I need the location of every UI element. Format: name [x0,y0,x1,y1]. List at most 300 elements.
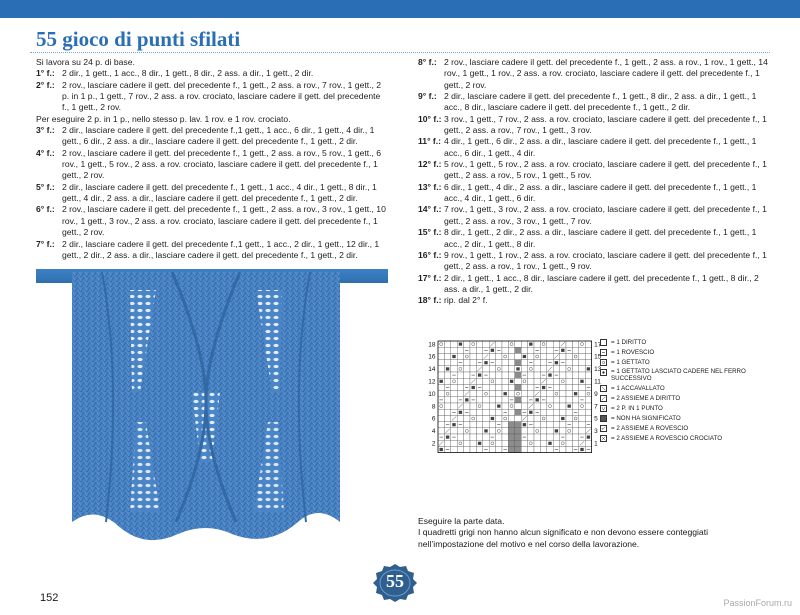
chart-symbol [587,436,590,439]
row-text: 2 rov., lasciare cadere il gett. del precedente f., 1 gett., 2 ass. a rov., 7 rov., 1 gett., 2 p. in 1 p., 1 gett., 7 rov., 2 ass. a rov. crociato, lasciare cadere il gett. del precedente f., 1 gett., 2 rov. [62,79,382,113]
watermark: PassionForum.ru [723,598,792,608]
chart-cell [489,403,495,409]
row-text: 2 dir., lasciare cadere il gett. del precedente f.,1 gett., 1 acc., 2 dir., 1 gett., 12 dir., 1 gett., 2 dir., 2 ass. a dir., lasciare cadere il gett. del precedente f., 1 gett., 2 dir. [62,238,380,260]
chart-cell [483,397,489,403]
instructions-right-column [418,57,770,307]
chart-cell [521,341,527,347]
chart-cell [534,341,540,347]
chart-cell [438,384,444,390]
chart-cell [521,360,527,366]
chart-cell [496,428,502,434]
chart-cell [470,391,476,397]
chart-cell [476,341,482,347]
chart-cell [534,378,540,384]
chart-cell [483,378,489,384]
chart-cell [496,409,502,415]
chart-symbol [523,423,526,426]
row-label: 1° f.: [36,68,55,79]
instruction-row [418,204,770,227]
chart-cell [496,415,502,421]
chart-legend [600,338,780,444]
chart-cell [464,353,470,359]
chart-cell [553,378,559,384]
chart-cell [579,415,585,421]
row-text: 2 dir., 1 gett., 1 acc., 8 dir., lasciare cadere il gett. del precedente f., 1 gett., 8 dir., 2 ass. a dir., 1 gett., 2 dir. [444,272,759,294]
chart-symbol [452,423,455,426]
chart-cell [451,397,457,403]
chart-cell [566,360,572,366]
row-label: 6° f.: [36,204,55,215]
top-color-bar [0,0,800,18]
legend-label: = 1 DIRITTO [611,339,647,346]
chart-cell [566,378,572,384]
row-text: 7 rov., 1 gett., 3 rov., 2 ass. a rov. crociato, lasciare cadere il gett. del precedente f., 1 gett., 2 ass. a rov., 3 rov., 1 gett., 7 rov. [444,204,767,226]
chart-cell [470,415,476,421]
row-text: 4 dir., 1 gett., 6 dir., 2 ass. a dir., lasciare cadere il gett. del precedente f., 1 gett., 1 acc., 6 dir., 1 gett., 4 dir. [444,136,757,158]
chart-cell [528,440,534,446]
chart-row-label-right: 15 [594,353,602,361]
chart-cell [572,434,578,440]
chart-cell [470,341,476,347]
chart-cell [534,403,540,409]
row-text: rip. dal 2° f. [444,295,488,306]
chart-cell [483,341,489,347]
legend-item [600,404,780,414]
chart-cell [528,378,534,384]
instruction-row [418,57,770,91]
chart-cell [483,415,489,421]
chart-cell [528,446,534,452]
chart-cell [579,403,585,409]
row-label: 11° f.: [418,136,442,147]
chart-cell [476,446,482,452]
chart-cell [470,446,476,452]
chart-row-label-right: 9 [594,390,598,398]
chart-cell [438,428,444,434]
legend-label: = 2 ASSIEME A ROVESCIO [611,425,689,432]
chart-symbol [491,417,494,420]
chart-symbol [440,380,443,383]
left-slash-square-icon [600,385,607,392]
chart-cell [502,440,508,446]
row-text: 2 rov., lasciare cadere il gett. del precedente f., 1 gett., 2 ass. a rov., 1 rov., 1 gett., 14 rov., 1 gett., 1 rov., 2 ass. a rov. crociato, lasciare cadere il gett. del precedente f., 1 gett., 2 rov. [444,57,768,90]
chart-cell [560,372,566,378]
chart-cell [502,372,508,378]
chart-cell [547,391,553,397]
legend-label: = 1 ACCAVALLATO [611,385,665,392]
chart-cell [521,428,527,434]
chart-cell [508,353,514,359]
chart-cell [508,360,514,366]
chart-row-label-left: 10 [428,390,436,398]
chart-cell [528,384,534,390]
chart-cell [521,366,527,372]
chart-cell [534,428,540,434]
chart-cell [560,422,566,428]
instruction-row [418,250,770,273]
instruction-row [418,227,770,250]
row-label: 14° f.: [418,204,442,215]
chart-symbol [536,398,539,401]
slash-dash-square-icon [600,425,607,432]
chart-cell [464,415,470,421]
chart-cell [547,415,553,421]
chart-cell [585,341,591,347]
chart-cell [553,384,559,390]
chart-cell [489,440,495,446]
chart-cell [534,434,540,440]
chart-row-label-left: 18 [428,341,436,349]
chart-cell [451,440,457,446]
chart-cell [547,353,553,359]
chart-cell [566,415,572,421]
chart-cell [476,391,482,397]
legend-item [600,394,780,404]
legend-label: = 2 P. IN 1 PUNTO [611,405,663,412]
note-execute: Eseguire la parte data. [418,516,505,526]
chart-cell [457,415,463,421]
chart-cell [457,384,463,390]
chart-cell [470,366,476,372]
chart-cell [540,360,546,366]
chart-cell [489,378,495,384]
chart-cell [547,422,553,428]
chart-cell [476,397,482,403]
chart-cell [515,428,521,434]
chart-cell [451,366,457,372]
chart-cell [515,403,521,409]
chart-cell [560,440,566,446]
chart-cell [470,434,476,440]
chart-cell [464,446,470,452]
instruction-row [418,136,770,159]
legend-label: = NON HA SIGNIFICATO [611,415,681,422]
chart-cell [470,428,476,434]
chart-cell [528,353,534,359]
chart-cell [496,397,502,403]
row-text: 2 rov., lasciare cadere il gett. del precedente f., 1 gett., 2 ass. a rov., 5 rov., 1 gett., 6 rov., 1 gett., 5 rov., 2 ass. a rov. crociato, lasciare cadere il gett. del precedente f., 1 gett., 2 rov. [62,147,382,181]
chart-cell [528,434,534,440]
chart-symbol [548,442,551,445]
chart-cell [489,428,495,434]
chart-cell [483,422,489,428]
chart-cell [464,403,470,409]
row-text: 2 dir., 1 gett., 1 acc., 8 dir., 1 gett., 8 dir., 2 ass. a dir., 1 gett., 2 dir. [62,68,314,79]
chart-cell [476,347,482,353]
chart-cell [451,391,457,397]
chart-row-label-left: 4 [431,428,436,436]
chart-symbol [446,436,449,439]
chart-cell [476,403,482,409]
chart-symbol [574,392,577,395]
row-label: 13° f.: [418,181,442,192]
chart-cell [496,391,502,397]
chart-cell [502,347,508,353]
chart-row-label-left: 14 [428,366,436,374]
chart-cell [572,428,578,434]
chart-cell [444,440,450,446]
chart-cell [451,347,457,353]
chart-cell [470,353,476,359]
row-label: 8° f.: [418,57,437,67]
page-number: 152 [40,592,59,604]
chart-cell [438,422,444,428]
chart-cell [496,434,502,440]
chart-cell [515,409,521,415]
chart-cell [515,372,521,378]
instruction-row [418,159,770,182]
chart-cell [508,446,514,452]
chart-cell [540,341,546,347]
chart-cell [585,409,591,415]
chart-cell [444,341,450,347]
row-label: 2° f.: [36,79,55,90]
chart-cell [470,347,476,353]
chart-row-label-right: 13 [594,366,602,374]
grey-square-icon [600,415,607,422]
chart-cell [515,397,521,403]
chart-cell [457,347,463,353]
row-text: 2 dir., lasciare cadere il gett. del precedente f., 1 gett., 1 acc., 4 dir., 1 gett., 8 dir., 1 gett., 4 dir., 2 ass. a dir., lasciare cadere il gett. del precedente f., 1 gett., 2 dir. [62,181,377,204]
chart-cell [572,422,578,428]
chart-cell [540,353,546,359]
chart-cell [444,397,450,403]
row-text: 3 rov., 1 gett., 7 rov., 2 ass. a rov. crociato, lasciare cadere il gett. del precedente f., 1 gett., 2 ass. a rov., 7 rov., 1 gett., 3 rov. [444,113,767,136]
chart-cell [457,440,463,446]
knitting-chart [420,338,606,456]
chart-cell [476,378,482,384]
chart-cell [515,341,521,347]
chart-cell [470,440,476,446]
chart-cell [483,403,489,409]
chart-symbol [529,343,532,346]
chart-cell [547,434,553,440]
chart-cell [508,409,514,415]
row-label: 9° f.: [418,91,437,102]
chart-cell [502,360,508,366]
chart-row-label-left: 8 [431,403,436,411]
chart-cell [444,391,450,397]
chart-cell [534,353,540,359]
instruction-row [418,91,770,114]
chart-cell [502,353,508,359]
chart-cell [547,341,553,347]
chart-cell [553,415,559,421]
note-grey-squares: I quadretti grigi non hanno alcun significato e non devono essere conteggiati nell’impostazione del motivo e nel corso della lavorazione. [418,527,709,549]
chart-cell [534,372,540,378]
chart-cell [502,415,508,421]
chart-cell [476,422,482,428]
chart-cell [521,446,527,452]
chart-symbol [587,367,590,370]
chart-cell [508,391,514,397]
dropped-yarn-square-icon [600,369,607,376]
chart-cell [528,415,534,421]
chart-cell [528,347,534,353]
chart-cell [579,353,585,359]
chart-cell [444,378,450,384]
chart-symbol [542,386,545,389]
chart-symbol [465,398,468,401]
chart-cell [566,353,572,359]
blank-square-icon [600,339,607,346]
legend-item [600,434,780,444]
chart-cell [476,353,482,359]
chart-cell [470,360,476,366]
chart-cell [566,409,572,415]
chart-symbol [440,448,443,451]
chart-cell [515,391,521,397]
chart-cell [464,360,470,366]
chart-cell [508,403,514,409]
instructions-left-column [36,57,388,261]
chart-cell [553,409,559,415]
chart-cell [515,440,521,446]
chart-cell [464,366,470,372]
chart-cell [515,347,521,353]
chart-cell [560,353,566,359]
pattern-number-badge-text: 55 [386,571,404,591]
chart-cell [508,422,514,428]
chart-cell [496,353,502,359]
chart-cell [489,391,495,397]
chart-cell [502,434,508,440]
chart-cell [579,360,585,366]
chart-cell [470,409,476,415]
chart-cell [489,446,495,452]
chart-cell [540,347,546,353]
chart-cell [572,384,578,390]
chart-symbol [561,417,564,420]
chart-cell [572,378,578,384]
chart-cell [444,403,450,409]
chart-symbol [568,405,571,408]
instruction-row [418,182,770,205]
chart-cell [451,341,457,347]
chart-cell [579,422,585,428]
chart-cell [451,446,457,452]
chart-cell [457,353,463,359]
chart-cell [515,384,521,390]
chart-cell [534,440,540,446]
chart-row-label-right: 3 [594,428,598,436]
row-label: 4° f.: [36,147,55,158]
row-label: 7° f.: [36,238,55,249]
chart-cell [547,428,553,434]
chart-cell [496,384,502,390]
chart-cell [508,372,514,378]
instruction-row [36,204,388,238]
chart-cell [579,341,585,347]
chart-cell [489,366,495,372]
chart-cell [553,403,559,409]
chart-cell [483,384,489,390]
chart-cell [528,372,534,378]
chart-symbol [580,448,583,451]
chart-symbol [555,361,558,364]
instruction-row [36,239,388,262]
chart-cell [515,434,521,440]
chart-row-label-right: 1 [594,440,598,448]
chart-cell [566,434,572,440]
chart-cell [457,378,463,384]
legend-label: = 2 ASSIEME A ROVESCIO CROCIATO [611,435,723,442]
chart-cell [566,428,572,434]
chart-cell [553,341,559,347]
legend-item [600,368,780,384]
chart-cell [438,347,444,353]
chart-cell [547,403,553,409]
chart-notes [418,516,758,550]
chart-cell [457,446,463,452]
chart-cell [572,347,578,353]
chart-cell [515,415,521,421]
chart-cell [566,372,572,378]
legend-item [600,414,780,424]
chart-cell [540,446,546,452]
chart-cell [451,428,457,434]
chart-cell [476,434,482,440]
chart-cell [579,384,585,390]
chart-cell [566,391,572,397]
chart-cell [572,341,578,347]
chart-cell [572,366,578,372]
chart-cell [547,347,553,353]
chart-cell [496,378,502,384]
row-label: 10° f.: [418,113,442,124]
chart-cell [489,372,495,378]
instruction-row [418,295,770,306]
chart-cell [476,428,482,434]
chart-cell [496,446,502,452]
chart-cell [585,403,591,409]
right-slash-square-icon [600,395,607,402]
chart-cell [444,353,450,359]
legend-label: = 2 ASSIEME A DIRITTO [611,395,681,402]
chart-cell [572,415,578,421]
chart-cell [483,366,489,372]
chart-cell [579,347,585,353]
chart-cell [489,422,495,428]
instruction-row [418,114,770,137]
chart-cell [560,409,566,415]
chart-cell [579,366,585,372]
chart-cell [553,391,559,397]
chart-cell [566,384,572,390]
chart-cell [528,391,534,397]
chart-cell [502,378,508,384]
chart-cell [464,440,470,446]
chart-cell [540,409,546,415]
chart-cell [540,403,546,409]
chart-cell [457,366,463,372]
chart-cell [515,353,521,359]
chart-cell [572,397,578,403]
row-text: 6 dir., 1 gett., 4 dir., 2 ass. a dir., lasciare cadere il gett. del precedente f., 1 gett., 1 acc., 4 dir., 1 gett., 6 dir. [444,181,757,204]
chart-cell [508,341,514,347]
chart-cell [483,391,489,397]
chart-cell [502,366,508,372]
chart-cell [585,397,591,403]
chart-row-label-left: 12 [428,378,436,386]
chart-cell [585,360,591,366]
chart-cell [585,378,591,384]
chart-cell [438,372,444,378]
chart-cell [560,403,566,409]
row-label: 5° f.: [36,181,55,192]
chart-cell [489,409,495,415]
chart-cell [464,372,470,378]
